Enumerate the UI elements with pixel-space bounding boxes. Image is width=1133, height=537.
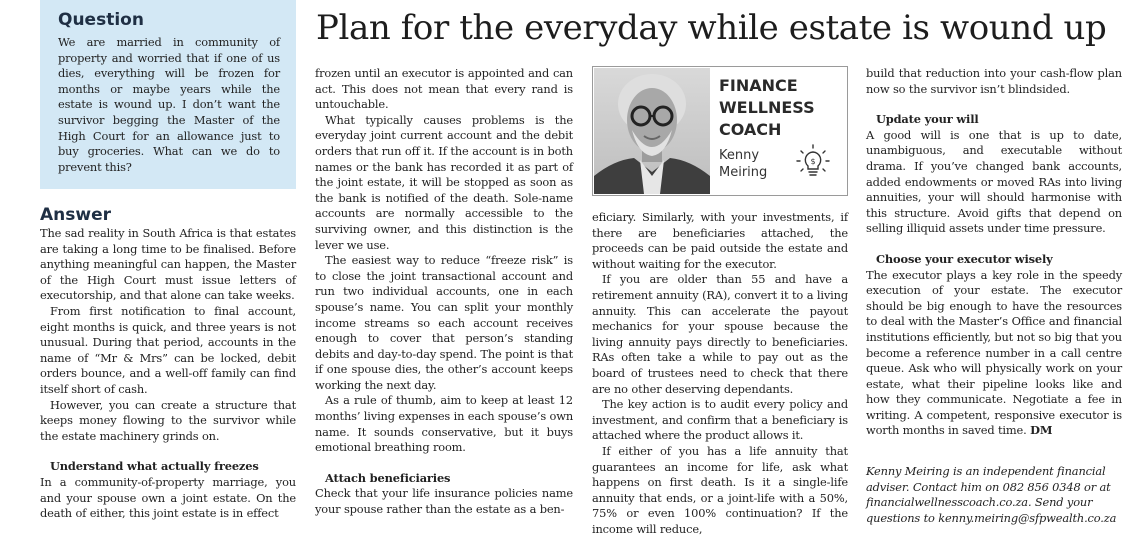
coach-name-line: Kenny xyxy=(719,148,760,163)
coach-photo xyxy=(594,68,710,194)
signoff: DM xyxy=(1030,423,1053,438)
svg-text:$: $ xyxy=(810,157,816,166)
paragraph: The easiest way to reduce “freeze risk” is to close the joint transactional account and run two individual accounts, one in each spouse’s name. You can split your monthly income streams so each account receives enough to cover that person’s standing debits and day-to-day spend. The point is that if one spouse dies, the other’s account keeps working the next day. xyxy=(315,253,573,392)
question-box xyxy=(40,0,296,189)
paragraph: A good will is one that is up to date, unambiguous, and executable without drama. If you’ve changed bank accounts, added endowments or moved RAs into living annuities, your will should harmonise with this structure. Avoid gifts that depend on selling illiquid assets under time pressure. xyxy=(866,127,1122,236)
paragraph: The sad reality in South Africa is that estates are taking a long time to be finalised. Before anything meaningful can happen, the Master of the High Court must issue letters of executorship, and that alone can take weeks. xyxy=(40,226,296,303)
coach-title xyxy=(719,75,815,141)
paragraph-text: The executor plays a key role in the speedy execution of your estate. The executor should be big enough to have the resources to deal with the Master’s Office and financial institutions efficiently, but not so big that you become a reference number in a call centre queue. Ask who will physically work on your estate, what their pipeline looks like and how they communicate. Negotiate a fee in writing. A competent, responsive executor is worth months in saved time. xyxy=(866,267,1122,438)
subheading: Understand what actually freezes xyxy=(50,459,259,474)
coach-panel xyxy=(592,66,848,196)
paragraph: If you are older than 55 and have a retirement annuity (RA), convert it to a living annuity. This can accelerate the payout mechanics for your spouse because the living annuity pays directly to beneficiaries. RAs often take a while to pay out as the board of trustees need to check that there are no other deserving dependants. xyxy=(592,272,848,396)
paragraph: From first notification to final account, eight months is quick, and three years is not unusual. During that period, accounts in the name of “Mr & Mrs” can be locked, debit orders bounce, and a well-off family can find itself short of cash. xyxy=(40,303,296,396)
author-bio: Kenny Meiring is an independent financial adviser. Contact him on 082 856 0348 or at financialwellnesscoach.co.za. Send your questions to kenny.meiring@sfpwealth.co.za xyxy=(866,464,1117,525)
headline: Plan for the everyday while estate is wound up xyxy=(316,8,1107,48)
paragraph: What typically causes problems is the everyday joint current account and the debit orders that run off it. If the account is in both names or the bank has recorded it as part of the joint estate, it will be stopped as soon as the bank is notified of the death. Sole-name accounts are normally accessible to the surviving owner, and this distinction is the lever we use. xyxy=(315,112,573,252)
coach-name-line: Meiring xyxy=(719,165,768,180)
article-column-4 xyxy=(866,66,1122,439)
question-heading: Question xyxy=(58,10,144,30)
subheading: Attach beneficiaries xyxy=(325,470,451,485)
paragraph: Check that your life insurance policies name your spouse rather than the estate as a ben- xyxy=(315,486,573,517)
question-text: We are married in community of property and worried that if one of us dies, everything will be frozen for months or maybe years while the estate is wound up. I don’t want the survivor begging the Master of the High Court for an allowance just to buy groceries. What can we do to prevent this? xyxy=(58,35,280,174)
subheading: Update your will xyxy=(876,112,979,127)
subheading: Choose your executor wisely xyxy=(876,251,1053,266)
article-column-2 xyxy=(315,66,573,518)
paragraph: However, you can create a structure that keeps money flowing to the survivor while the estate machinery grinds on. xyxy=(40,397,296,443)
article-column-3 xyxy=(592,210,848,537)
coach-name xyxy=(719,147,767,181)
paragraph: If either of you has a life annuity that guarantees an income for life, ask what happens on first death. Is it a single-life annuity that ends, or a joint-life with a 50%, 75% or even 100% continuation? If the income will reduce, xyxy=(592,443,848,536)
lightbulb-dollar-icon xyxy=(793,143,833,183)
paragraph: eficiary. Similarly, with your investments, if there are beneficiaries attached, the proceeds can be paid outside the estate and without waiting for the executor. xyxy=(592,210,848,271)
coach-title-line: FINANCE xyxy=(719,76,798,95)
paragraph: As a rule of thumb, aim to keep at least 12 months’ living expenses in each spouse’s own name. It sounds conservative, but it buys emotional breathing room. xyxy=(315,393,574,455)
paragraph xyxy=(866,268,1122,440)
paragraph: In a community-of-property marriage, you and your spouse own a joint estate. On the death of either, this joint estate is in effect xyxy=(40,474,296,521)
article-column-1 xyxy=(40,226,296,522)
answer-heading: Answer xyxy=(40,205,111,225)
paragraph: build that reduction into your cash-flow plan now so the survivor isn’t blindsided. xyxy=(866,66,1122,96)
paragraph: frozen until an executor is appointed and can act. This does not mean that every rand is untouchable. xyxy=(315,66,573,112)
coach-title-line: COACH xyxy=(719,120,782,139)
coach-title-line: WELLNESS xyxy=(719,98,815,117)
paragraph: The key action is to audit every policy and investment, and confirm that a beneficiary is attached where the product allows it. xyxy=(592,397,848,443)
